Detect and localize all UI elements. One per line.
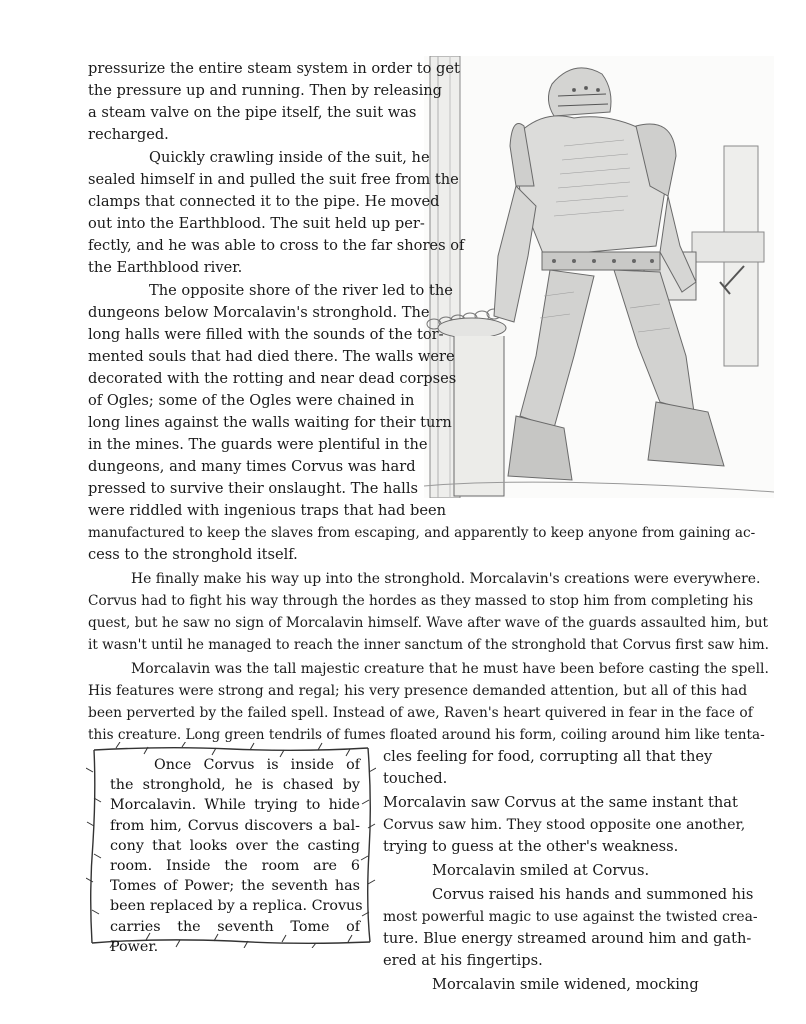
sidebar-line: been replaced by a replica. Crovus <box>110 898 363 915</box>
text-line: Corvus saw him. They stood opposite one another, <box>383 817 746 833</box>
text-line: the pressure up and running. Then by releasing <box>88 82 442 99</box>
text-line: Corvus had to fight his way through the hordes as they massed to stop him from completing his <box>88 593 754 609</box>
text-line: Morcalavin smiled at Corvus. <box>432 862 650 879</box>
text-line: cles feeling for food, corrupting all that they <box>383 748 713 765</box>
text-line: were riddled with ingenious traps that had been <box>88 502 447 519</box>
text-line: Quickly crawling inside of the suit, he <box>149 149 430 166</box>
sidebar-line: room. Inside the room are 6 <box>110 858 360 875</box>
text-line: Morcalavin saw Corvus at the same instant that <box>383 794 738 811</box>
text-line: been perverted by the failed spell. Instead of awe, Raven's heart quivered in fear in the face of <box>88 705 753 721</box>
text-line: it wasn't until he managed to reach the inner sanctum of the stronghold that Corvus first saw him. <box>88 637 769 653</box>
sidebar-box <box>86 742 376 955</box>
sidebar-line: Once Corvus is inside of <box>154 757 360 773</box>
text-line: fectly, and he was able to cross to the far shores of <box>88 237 465 254</box>
text-line: clamps that connected it to the pipe. He moved <box>88 193 440 210</box>
text-line: pressed to survive their onslaught. The halls <box>88 480 418 497</box>
armored-figure-illustration <box>424 56 774 498</box>
text-line: out into the Earthblood. The suit held up per- <box>88 215 425 232</box>
text-line: pressurize the entire steam system in order to get <box>88 60 460 77</box>
sidebar-line: cony that looks over the casting <box>110 837 360 854</box>
text-line: dungeons below Morcalavin's stronghold. The <box>88 304 430 321</box>
sidebar-line: Morcalavin. While trying to hide <box>110 797 360 814</box>
text-line: a steam valve on the pipe itself, the suit was <box>88 104 417 121</box>
text-line: quest, but he saw no sign of Morcalavin himself. Wave after wave of the guards assaulted him, but <box>88 615 769 631</box>
text-line: dungeons, and many times Corvus was hard <box>88 458 416 475</box>
text-line: in the mines. The guards were plentiful in the <box>88 436 428 453</box>
text-line: this creature. Long green tendrils of fumes floated around his form, coiling around him like tenta- <box>88 727 765 743</box>
sidebar-line: Power. <box>110 938 159 955</box>
text-line: the Earthblood river. <box>88 259 243 276</box>
sidebar-line: the stronghold, he is chased by <box>110 777 360 794</box>
sidebar-line: Tomes of Power; the seventh has <box>110 878 360 895</box>
text-line: recharged. <box>88 126 169 143</box>
text-line: mented souls that had died there. The walls were <box>88 348 455 365</box>
text-line: most powerful magic to use against the twisted crea- <box>383 909 758 925</box>
text-line: manufactured to keep the slaves from escaping, and apparently to keep anyone from gaining ac- <box>88 525 756 541</box>
text-line: of Ogles; some of the Ogles were chained in <box>88 392 415 409</box>
text-line: ture. Blue energy streamed around him and gath- <box>383 930 752 947</box>
text-line: Morcalavin smile widened, mocking <box>432 976 699 993</box>
sidebar-text <box>110 755 363 957</box>
text-line: The opposite shore of the river led to the <box>149 282 453 299</box>
sidebar-line: from him, Corvus discovers a bal- <box>110 817 360 834</box>
text-line: He finally make his way up into the stronghold. Morcalavin's creations were everywhere. <box>131 571 761 587</box>
text-line: sealed himself in and pulled the suit free from the <box>88 171 459 188</box>
text-line: Corvus raised his hands and summoned his <box>432 886 754 903</box>
text-line: Morcalavin was the tall majestic creature that he must have been before casting the spell. <box>131 661 769 677</box>
text-line: long lines against the walls waiting for their turn <box>88 414 452 431</box>
text-line: touched. <box>383 770 448 787</box>
text-line: trying to guess at the other's weakness. <box>383 838 679 855</box>
text-line: cess to the stronghold itself. <box>88 546 298 563</box>
text-line: His features were strong and regal; his very presence demanded attention, but all of this had <box>88 683 748 699</box>
sidebar-line: carries the seventh Tome of <box>110 918 360 935</box>
text-line: long halls were filled with the sounds of the tor- <box>88 326 444 343</box>
text-line: decorated with the rotting and near dead corpses <box>88 370 457 387</box>
text-line: ered at his fingertips. <box>383 952 543 969</box>
